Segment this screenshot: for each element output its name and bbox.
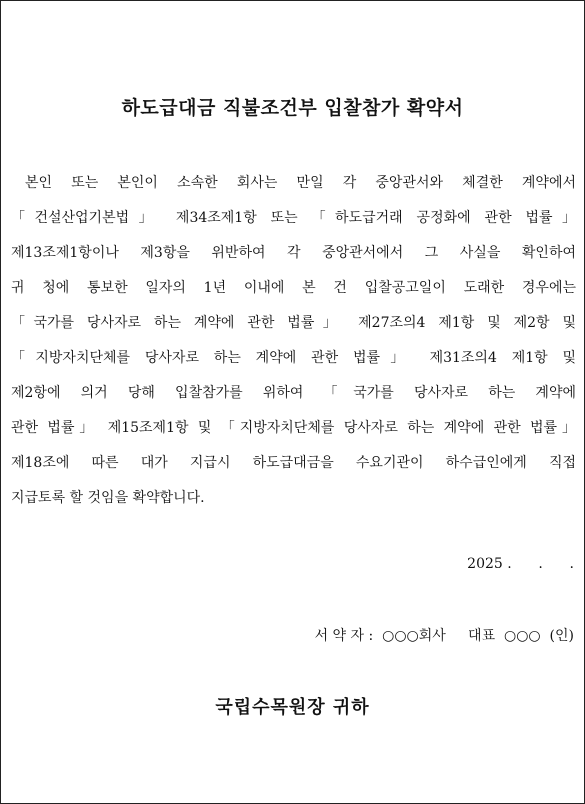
body-line: 제2항에 의거 당해 입찰참가를 위하여 「국가를 당사자로 하는 계약에 <box>11 385 576 401</box>
body-line: 제18조에 따른 대가 지급시 하도급대금을 수요기관이 하수급인에게 직접 <box>11 455 576 471</box>
body-line: 지급토록 할 것임을 확약합니다. <box>11 490 205 506</box>
body-line: 「건설산업기본법」 제34조제1항 또는 「하도급거래 공정화에 관한 법률」 <box>11 210 576 226</box>
body-line: 관한 법률」 제15조제1항 및 「지방자치단체를 당사자로 하는 계약에 관한 법률」 <box>11 420 576 436</box>
body-line: 「지방자치단체를 당사자로 하는 계약에 관한 법률」 제31조의4 제1항 및 <box>11 350 576 366</box>
pledge-date: 2025 . . . <box>467 556 574 572</box>
body-line: 「국가를 당사자로 하는 계약에 관한 법률」 제27조의4 제1항 및 제2항 및 <box>11 315 576 331</box>
signer-line: 서 약 자 : ○○○회사 대표 ○○○ (인) <box>314 628 574 644</box>
body-line: 제13조제1항이나 제3항을 위반하여 각 중앙관서에서 그 사실을 확인하여 <box>11 245 576 261</box>
recipient-line: 국립수목원장 귀하 <box>215 697 370 718</box>
body-line: 귀 청에 통보한 일자의 1년 이내에 본 건 입찰공고일이 도래한 경우에는 <box>11 280 576 296</box>
document-title: 하도급대금 직불조건부 입찰참가 확약서 <box>121 97 464 119</box>
body-line: 본인 또는 본인이 소속한 회사는 만일 각 중앙관서와 체결한 계약에서 <box>25 175 576 191</box>
